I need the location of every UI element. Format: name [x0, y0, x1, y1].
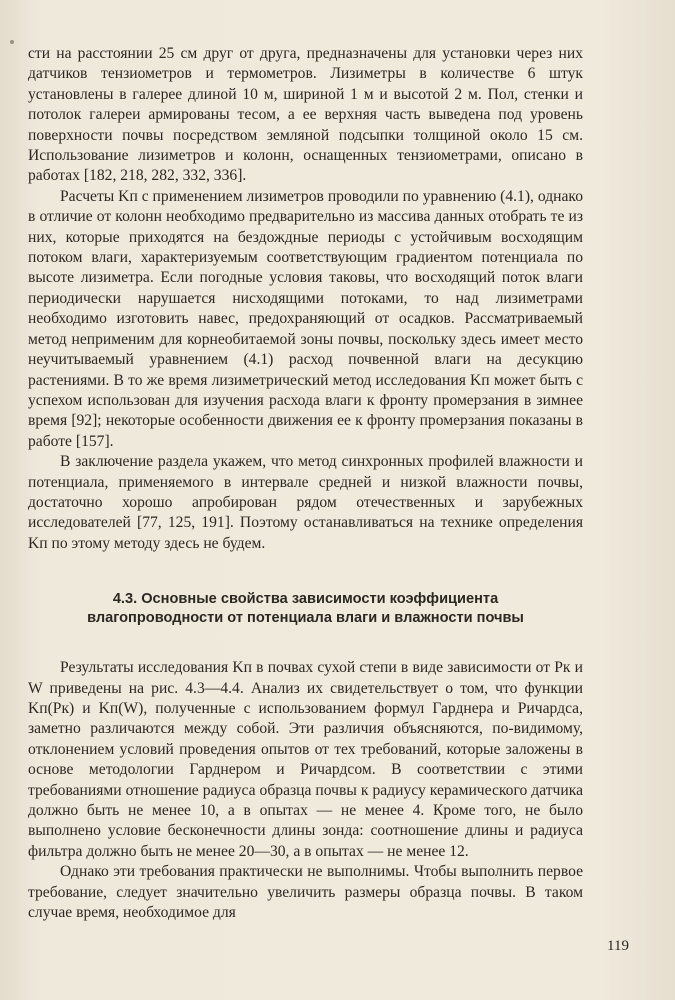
paragraph-4: Результаты исследования Kп в почвах сухой степи в виде зависимости от Pк и W приведены на рис. 4.3—4.4. Анализ их свидетельствует о том, что функции Kп(Pк) и Kп(W), полученные с использованием формул Гарднера и Ричардса, заметно различаются между собой. Эти различия объясняются, по-видимому, отклонением условий проведения опытов от тех требований, которые заложены в основе методологии Гарднером и Ричардсом. В соответствии с этими требованиями отношение радиуса образца почвы к радиусу керамического датчика должно быть не менее 10, а в опытах — не менее 4. Кроме того, не было выполнено условие бесконечности длины зонда: соотношение длины и радиуса фильтра должно быть не менее 20—30, а в опытах — не менее 12. — [28, 659, 583, 860]
section-heading-line-2: влагопроводности от потенциала влаги и влажности почвы — [87, 610, 524, 627]
paragraph-5: Однако эти требования практически не выполнимы. Чтобы выполнить первое требование, следует значительно увеличить размеры образца почвы. В таком случае время, необходимое для — [28, 863, 583, 922]
paragraph-1: сти на расстоянии 25 см друг от друга, предназначены для установки через них датчиков тензиометров и термометров. Лизиметры в количестве 6 штук установлены в галерее длиной 10 м, шириной 1 м и высотой 2 м. Пол, стенки и потолок галереи армированы тесом, а ее верхняя часть выведена под уровень поверхности почвы посредством земляной подсыпки толщиной около 15 см. Использование лизиметров и колонн, оснащенных тензиометрами, описано в работах [182, 218, 282, 332, 336]. — [28, 45, 583, 185]
text-before-section — [28, 44, 583, 554]
page-speck — [10, 40, 14, 44]
paragraph-2: Расчеты Kп с применением лизиметров проводили по уравнению (4.1), однако в отличие от колонн необходимо предварительно из массива данных отобрать те из них, которые приходятся на бездождные периоды с устойчивым восходящим потоком влаги, характеризуемым соответствующим градиентом потенциала по высоте лизиметра. Если погодные условия таковы, что восходящий поток влаги периодически нарушается нисходящими потоками, то над лизиметрами необходимо изготовить навес, предохраняющий от осадков. Рассматриваемый метод неприменим для корнеобитаемой зоны почвы, поскольку здесь имеет место неучитываемый уравнением (4.1) расход почвенной влаги на десукцию растениями. В то же время лизиметрический метод исследования Kп может быть с успехом использован для изучения расхода влаги к фронту промерзания в зимнее время [92]; некоторые особенности движения ее к фронту промерзания показаны в работе [157]. — [28, 187, 583, 450]
page-number: 119 — [607, 938, 629, 954]
section-heading-line-1: 4.3. Основные свойства зависимости коэффициента — [112, 591, 499, 608]
section-heading — [28, 590, 583, 628]
paragraph-3: В заключение раздела укажем, что метод синхронных профилей влажности и потенциала, применяемого в интервале средней и низкой влажности почвы, достаточно хорошо апробирован рядом отечественных и зарубежных исследователей [77, 125, 191]. Поэтому останавливаться на технике определения Kп по этому методу здесь не будем. — [28, 453, 583, 552]
text-after-section — [28, 658, 583, 923]
